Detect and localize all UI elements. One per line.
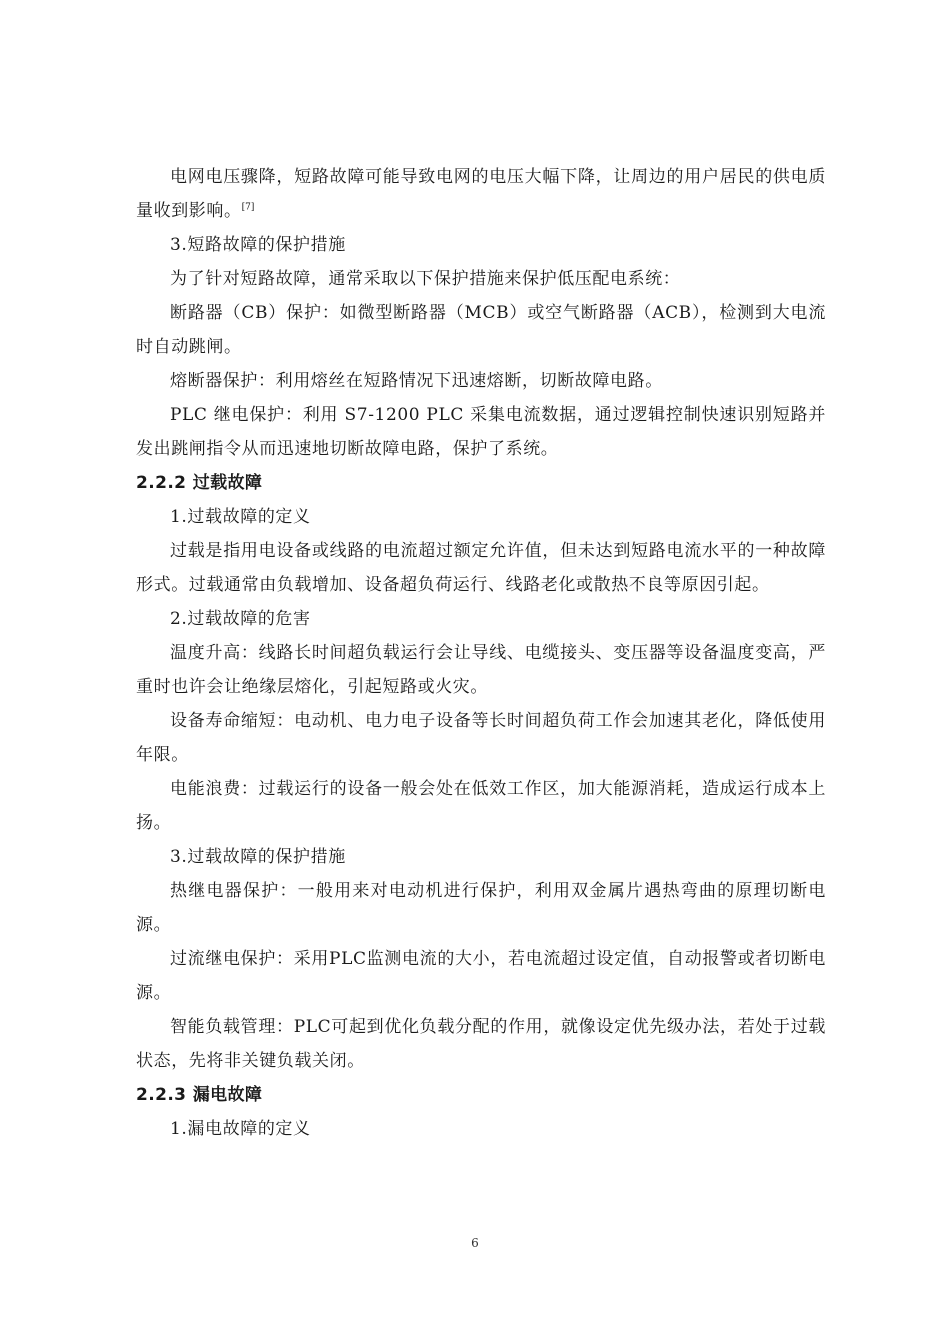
list-heading-short-circuit-protection: 3.短路故障的保护措施 xyxy=(170,235,346,255)
paragraph-fuse: 熔断器保护：利用熔丝在短路情况下迅速熔断，切断故障电路。 xyxy=(170,371,663,391)
section-heading-overload: 2.2.2 过载故障 xyxy=(136,473,263,493)
paragraph-circuit-breaker: 断路器（CB）保护：如微型断路器（MCB）或空气断路器（ACB），检测到大电流时自动跳闸。 xyxy=(136,303,826,357)
paragraph-energy-waste: 电能浪费：过载运行的设备一般会处在低效工作区，加大能源消耗，造成运行成本上扬。 xyxy=(136,779,826,833)
citation-reference: [7] xyxy=(241,202,255,213)
list-heading-overload-hazards: 2.过载故障的危害 xyxy=(170,609,311,629)
document-body xyxy=(136,160,826,1146)
paragraph-plc-relay: PLC 继电保护：利用 S7-1200 PLC 采集电流数据，通过逻辑控制快速识别短路并发出跳闸指令从而迅速地切断故障电路，保护了系统。 xyxy=(136,405,826,459)
page-number: 6 xyxy=(471,1236,479,1250)
section-heading-leakage: 2.2.3 漏电故障 xyxy=(136,1085,263,1105)
paragraph-voltage-sag xyxy=(136,160,826,228)
paragraph-temperature-rise: 温度升高：线路长时间超负载运行会让导线、电缆接头、变压器等设备温度变高，严重时也许会让绝缘层熔化，引起短路或火灾。 xyxy=(136,643,826,697)
paragraph-protection-intro: 为了针对短路故障，通常采取以下保护措施来保护低压配电系统： xyxy=(170,269,681,289)
list-heading-leakage-definition: 1.漏电故障的定义 xyxy=(170,1119,311,1139)
paragraph-thermal-relay: 热继电器保护：一般用来对电动机进行保护，利用双金属片遇热弯曲的原理切断电源。 xyxy=(136,881,826,935)
list-heading-overload-definition: 1.过载故障的定义 xyxy=(170,507,311,527)
paragraph-overcurrent-relay: 过流继电保护：采用PLC监测电流的大小，若电流超过设定值，自动报警或者切断电源。 xyxy=(136,949,826,1003)
paragraph-overload-definition: 过载是指用电设备或线路的电流超过额定允许值，但未达到短路电流水平的一种故障形式。过载通常由负载增加、设备超负荷运行、线路老化或散热不良等原因引起。 xyxy=(136,541,826,595)
list-heading-overload-protection: 3.过载故障的保护措施 xyxy=(170,847,346,867)
paragraph-text: 电网电压骤降，短路故障可能导致电网的电压大幅下降，让周边的用户居民的供电质量收到影响。 xyxy=(136,167,826,221)
paragraph-smart-load-management: 智能负载管理：PLC可起到优化负载分配的作用，就像设定优先级办法，若处于过载状态，先将非关键负载关闭。 xyxy=(136,1017,826,1071)
paragraph-equipment-lifespan: 设备寿命缩短：电动机、电力电子设备等长时间超负荷工作会加速其老化，降低使用年限。 xyxy=(136,711,826,765)
